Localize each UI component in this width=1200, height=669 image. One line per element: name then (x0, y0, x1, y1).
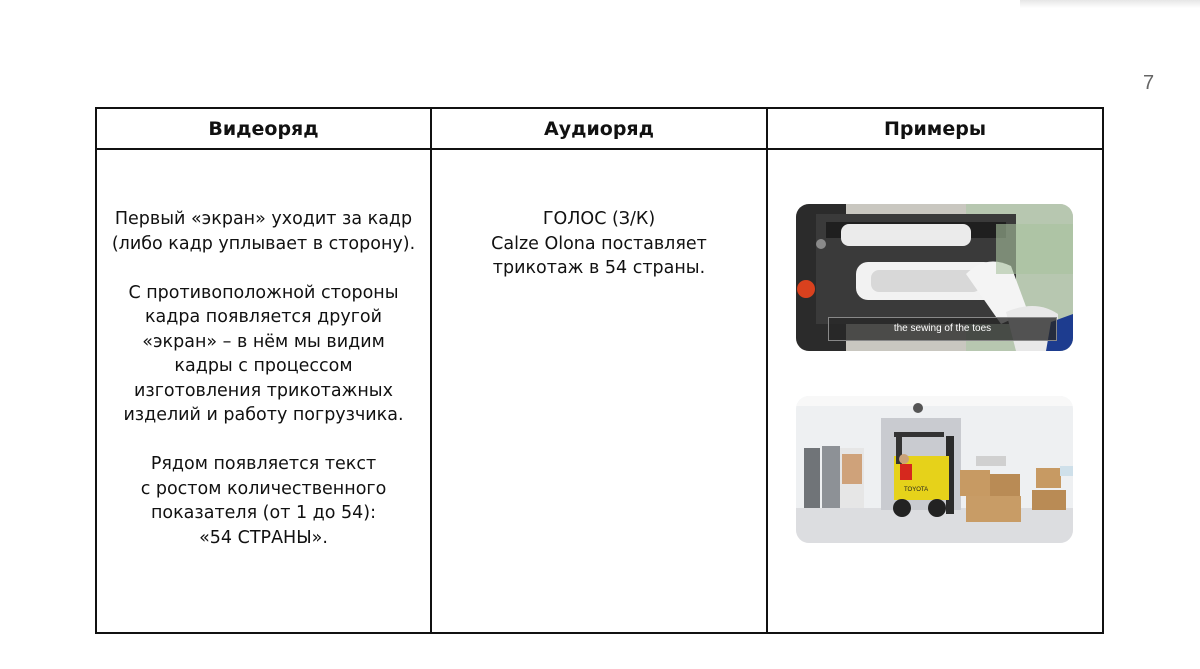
header-audio: Аудиоряд (432, 109, 768, 150)
top-shadow (1020, 0, 1200, 8)
video-cell (97, 150, 432, 632)
example-image-sewing (796, 204, 1073, 351)
storyboard-table (95, 107, 1104, 634)
header-examples: Примеры (768, 109, 1102, 150)
audio-cell (432, 150, 768, 632)
video-description: Первый «экран» уходит за кадр (либо кадр уплывает в сторону). С противоположной стороны кадра появляется другой «экран» – в нём мы видим кадры с процессом изготовления трикотажных изделий и работу погрузчика. Рядом появляется текст с ростом количественного показателя (от 1 до 54): «54 СТРАНЫ». (111, 209, 416, 548)
audio-description: ГОЛОС (З/К) Calze Olona поставляет трикотаж в 54 страны. (491, 209, 707, 278)
examples-cell (768, 150, 1102, 632)
forklift-warehouse-illustration (796, 396, 1073, 543)
page-number: 7 (1143, 72, 1155, 94)
header-video: Видеоряд (97, 109, 432, 150)
image-caption: the sewing of the toes (828, 317, 1057, 341)
forklift-brand-label: TOYOTA (904, 487, 929, 493)
example-image-forklift (796, 396, 1073, 543)
